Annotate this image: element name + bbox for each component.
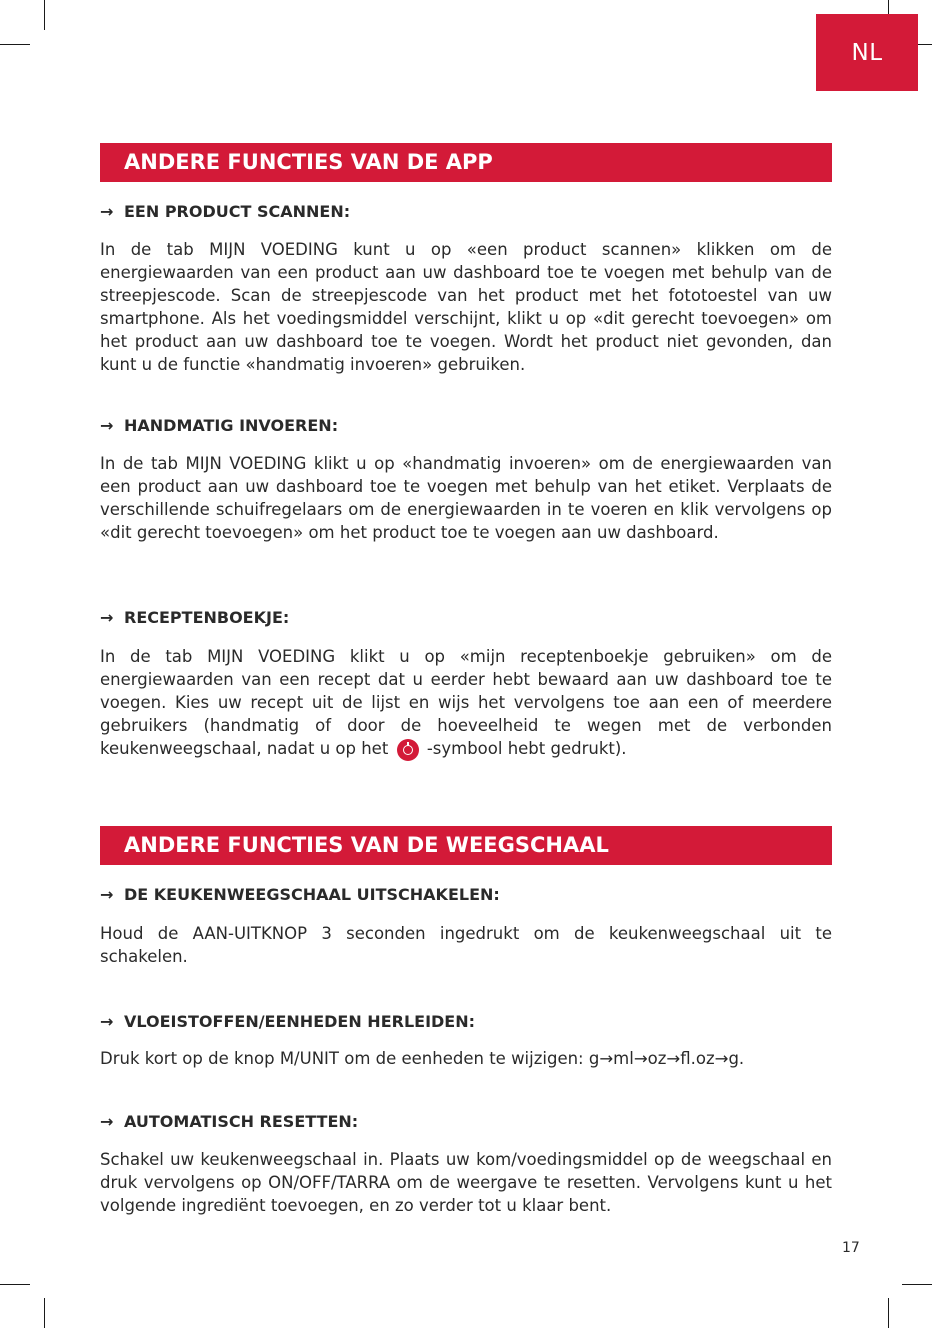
subheading-text: EEN PRODUCT SCANNEN: xyxy=(124,202,351,221)
paragraph-recipes-part2: -symbool hebt gedrukt). xyxy=(426,739,627,758)
subheading-reset xyxy=(100,1112,832,1131)
section-title-app: ANDERE FUNCTIES VAN DE APP xyxy=(100,143,832,182)
section-title-scale: ANDERE FUNCTIES VAN DE WEEGSCHAAL xyxy=(100,826,832,865)
arrow-right-icon: → xyxy=(100,416,114,435)
crop-mark xyxy=(0,44,30,45)
subheading-recipes xyxy=(100,608,832,627)
subheading-units xyxy=(100,1012,832,1031)
subheading-text: AUTOMATISCH RESETTEN: xyxy=(124,1112,359,1131)
arrow-right-icon: → xyxy=(100,1112,114,1131)
page-number: 17 xyxy=(842,1240,860,1256)
paragraph-units: Druk kort op de knop M/UNIT om de eenheden te wijzigen: g→ml→oz→fl.oz→g. xyxy=(100,1049,745,1068)
paragraph-manual: In de tab MIJN VOEDING klikt u op «handmatig invoeren» om de energiewaarden van een product aan uw dashboard toe te voegen met behulp van het etiket. Verplaats de verschillende schuifregelaars om de energiewaarden in te voeren en klik vervolgens op «dit gerecht toevoegen» om het product toe te voegen aan uw dashboard. xyxy=(100,454,832,542)
subheading-off xyxy=(100,885,832,904)
subheading-scan xyxy=(100,202,832,221)
paragraph-recipes xyxy=(100,645,832,761)
subheading-text: VLOEISTOFFEN/EENHEDEN HERLEIDEN: xyxy=(124,1012,476,1031)
paragraph-reset: Schakel uw keukenweegschaal in. Plaats uw kom/voedingsmiddel op de weegschaal en druk vervolgens op ON/OFF/TARRA om de weergave te resetten. Vervolgens kunt u het volgende ingrediënt toevoegen, en zo verder tot u klaar bent. xyxy=(100,1150,832,1215)
paragraph-scan: In de tab MIJN VOEDING kunt u op «een product scannen» klikken om de energiewaarden van een product aan uw dashboard toe te voegen met behulp van de streepjescode. Scan de streepjescode van het product met het fototoestel van uw smartphone. Als het voedingsmiddel verschijnt, klikt u op «dit gerecht toevoegen» om het product aan uw dashboard toe te voegen. Wordt het product niet gevonden, dan kunt u de functie «handmatig invoeren» gebruiken. xyxy=(100,240,832,374)
crop-mark xyxy=(0,1284,30,1285)
subheading-manual xyxy=(100,416,832,435)
subheading-text: HANDMATIG INVOEREN: xyxy=(124,416,339,435)
subheading-text: RECEPTENBOEKJE: xyxy=(124,608,290,627)
paragraph-recipes-part1: In de tab MIJN VOEDING klikt u op «mijn receptenboekje gebruiken» om de energiewaarden van een recept dat u eerder hebt bewaard aan uw dashboard toe te voegen. Kies uw recept uit de lijst en wijs het vervolgens toe aan een of meerdere gebruikers (handmatig of door de hoeveelheid te wegen met de verbonden keukenweegschaal, nadat u op het xyxy=(100,647,832,758)
crop-mark xyxy=(44,0,45,30)
timer-icon xyxy=(397,739,419,761)
arrow-right-icon: → xyxy=(100,1012,114,1031)
subheading-text: DE KEUKENWEEGSCHAAL UITSCHAKELEN: xyxy=(124,885,500,904)
crop-mark xyxy=(902,1284,932,1285)
language-tab: NL xyxy=(816,14,918,91)
arrow-right-icon: → xyxy=(100,202,114,221)
paragraph-off: Houd de AAN-UITKNOP 3 seconden ingedrukt om de keukenweegschaal uit te schakelen. xyxy=(100,924,832,966)
arrow-right-icon: → xyxy=(100,885,114,904)
crop-mark xyxy=(44,1298,45,1328)
arrow-right-icon: → xyxy=(100,608,114,627)
crop-mark xyxy=(888,1298,889,1328)
